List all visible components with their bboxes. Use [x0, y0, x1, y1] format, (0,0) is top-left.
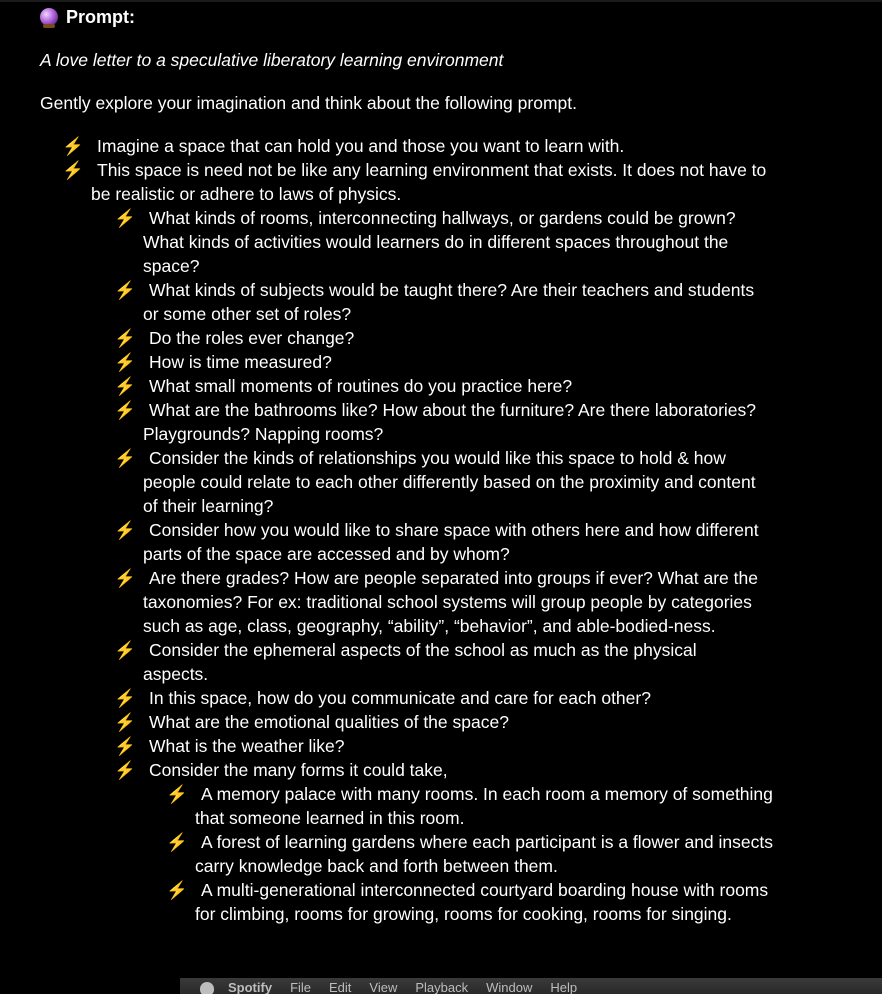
- lightning-bolt-icon: ⚡: [166, 832, 188, 852]
- list-item-text: What are the emotional qualities of the space?: [149, 712, 509, 732]
- lightning-bolt-icon: ⚡: [114, 376, 136, 396]
- menu-view[interactable]: View: [369, 980, 398, 994]
- lightning-bolt-icon: ⚡: [114, 280, 136, 300]
- apple-icon[interactable]: [200, 982, 214, 994]
- list-item-text: Are there grades? How are people separated into groups if ever? What are the taxonomies? For ex: traditional school systems will group people by categories such as age, class, geography, “ability”, “behavior”, and able-bodied-ness.: [143, 568, 758, 636]
- menu-playback[interactable]: Playback: [415, 980, 469, 994]
- lightning-bolt-icon: ⚡: [114, 400, 136, 420]
- list-item-text: What kinds of subjects would be taught there? Are their teachers and students or some other set of roles?: [143, 280, 755, 324]
- lightning-bolt-icon: ⚡: [114, 208, 136, 228]
- prompt-title: Prompt:: [66, 7, 135, 27]
- crystal-ball-icon: [40, 8, 58, 26]
- lightning-bolt-icon: ⚡: [62, 136, 84, 156]
- prompt-heading: [40, 5, 135, 29]
- prompt-intro: Gently explore your imagination and think about the following prompt.: [40, 93, 577, 113]
- list-item: [0, 830, 775, 878]
- list-item-text: A forest of learning gardens where each participant is a flower and insects carry knowledge back and forth between them.: [195, 832, 773, 876]
- lightning-bolt-icon: ⚡: [114, 736, 136, 756]
- lightning-bolt-icon: ⚡: [114, 352, 136, 372]
- list-item-text: What small moments of routines do you practice here?: [149, 376, 573, 396]
- menu-window[interactable]: Window: [486, 980, 533, 994]
- mac-menubar: [180, 978, 882, 994]
- list-item-text: A memory palace with many rooms. In each room a memory of something that someone learned in this room.: [195, 784, 773, 828]
- list-item-text: Consider the many forms it could take,: [149, 760, 448, 780]
- list-item: [0, 398, 763, 446]
- menu-help[interactable]: Help: [550, 980, 578, 994]
- list-item-text: This space is need not be like any learning environment that exists. It does not have to be realistic or adhere to laws of physics.: [91, 160, 767, 204]
- list-item: [0, 446, 763, 518]
- list-item-text: In this space, how do you communicate and care for each other?: [149, 688, 651, 708]
- list-item: [0, 158, 771, 206]
- list-item-text: How is time measured?: [149, 352, 332, 372]
- list-item-text: What are the bathrooms like? How about the furniture? Are there laboratories? Playgrounds? Napping rooms?: [143, 400, 757, 444]
- list-item-text: Do the roles ever change?: [149, 328, 355, 348]
- prompt-list: [0, 134, 882, 926]
- menubar-app-name[interactable]: Spotify: [228, 980, 273, 994]
- lightning-bolt-icon: ⚡: [114, 328, 136, 348]
- list-item: [0, 710, 763, 734]
- menu-edit[interactable]: Edit: [329, 980, 352, 994]
- list-item: [0, 686, 763, 710]
- list-item: [0, 206, 763, 278]
- list-item: [0, 878, 775, 926]
- list-item: [0, 326, 763, 350]
- list-item: [0, 638, 763, 686]
- lightning-bolt-icon: ⚡: [166, 784, 188, 804]
- lightning-bolt-icon: ⚡: [114, 712, 136, 732]
- list-item-text: Imagine a space that can hold you and those you want to learn with.: [97, 136, 625, 156]
- lightning-bolt-icon: ⚡: [114, 448, 136, 468]
- list-item: [0, 734, 763, 758]
- lightning-bolt-icon: ⚡: [114, 568, 136, 588]
- list-item-text: A multi-generational interconnected courtyard boarding house with rooms for climbing, rooms for growing, rooms for cooking, rooms for singing.: [195, 880, 769, 924]
- prompt-subtitle: A love letter to a speculative liberatory learning environment: [40, 50, 504, 70]
- lightning-bolt-icon: ⚡: [114, 520, 136, 540]
- list-item-text: What is the weather like?: [149, 736, 345, 756]
- lightning-bolt-icon: ⚡: [114, 760, 136, 780]
- list-item: [0, 134, 771, 158]
- lightning-bolt-icon: ⚡: [166, 880, 188, 900]
- lightning-bolt-icon: ⚡: [114, 640, 136, 660]
- list-item: [0, 566, 763, 638]
- list-item: [0, 374, 763, 398]
- lightning-bolt-icon: ⚡: [62, 160, 84, 180]
- list-item: [0, 782, 775, 830]
- list-item-text: Consider how you would like to share space with others here and how different parts of the space are accessed and by whom?: [143, 520, 759, 564]
- window-top-edge: [0, 0, 882, 2]
- list-item: [0, 518, 763, 566]
- list-item: [0, 278, 763, 326]
- list-item-text: Consider the ephemeral aspects of the school as much as the physical aspects.: [143, 640, 697, 684]
- list-item: [0, 350, 763, 374]
- menu-file[interactable]: File: [290, 980, 312, 994]
- list-item-text: Consider the kinds of relationships you would like this space to hold & how people could relate to each other differently based on the proximity and content of their learning?: [143, 448, 756, 516]
- list-item-text: What kinds of rooms, interconnecting hallways, or gardens could be grown? What kinds of activities would learners do in different spaces throughout the space?: [143, 208, 736, 276]
- list-item: [0, 758, 763, 782]
- lightning-bolt-icon: ⚡: [114, 688, 136, 708]
